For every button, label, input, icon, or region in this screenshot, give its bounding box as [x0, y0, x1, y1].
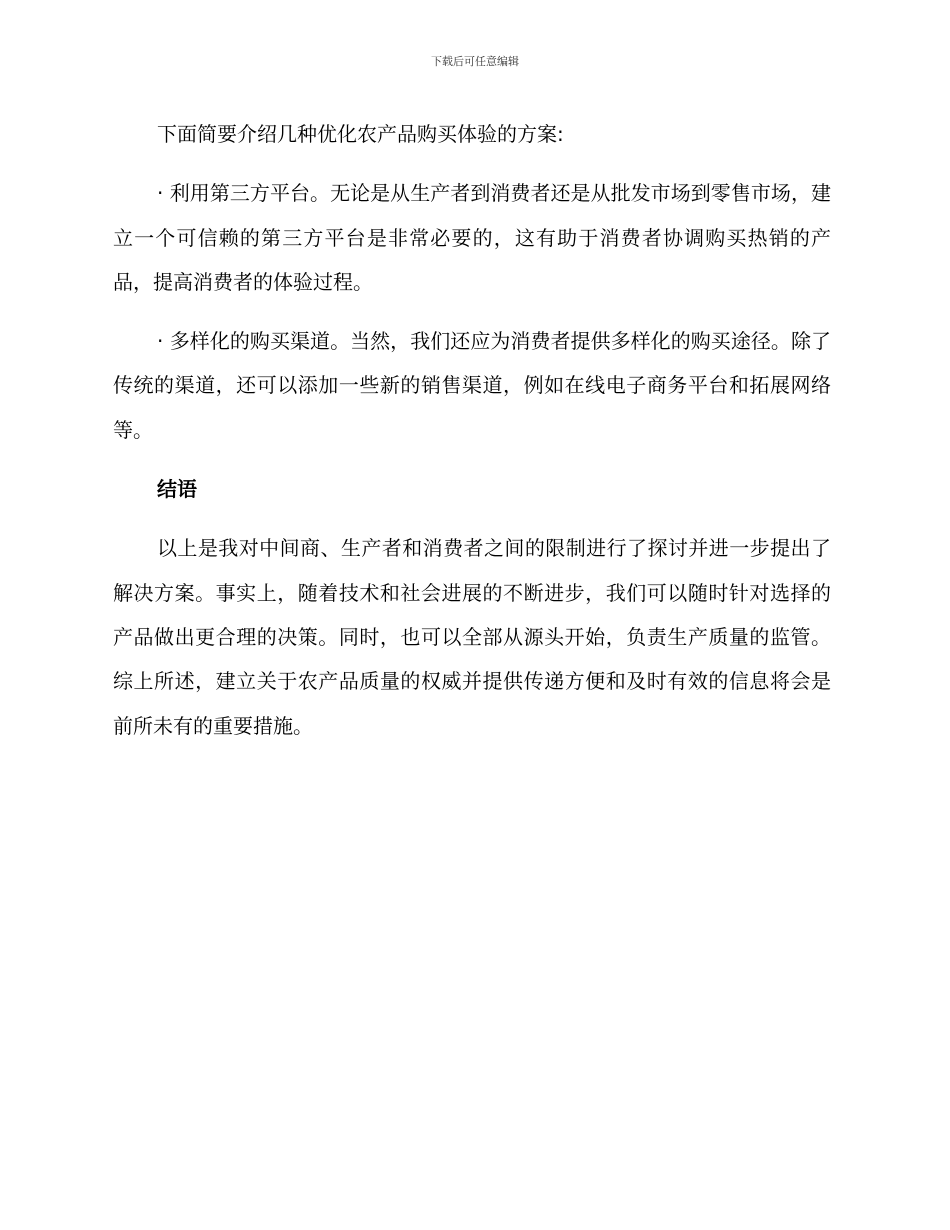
bullet-diverse-channels: · 多样化的购买渠道。当然，我们还应为消费者提供多样化的购买途径。除了传统的渠道，还可以添加一些新的销售渠道，例如在线电子商务平台和拓展网络等。	[113, 329, 831, 442]
intro-paragraph: 下面简要介绍几种优化农产品购买体验的方案:	[157, 122, 564, 146]
conclusion-heading: 结语	[157, 477, 197, 502]
document-body	[113, 112, 831, 763]
page-header: 下载后可任意编辑	[431, 55, 519, 68]
conclusion-paragraph: 以上是我对中间商、生产者和消费者之间的限制进行了探讨并进一步提出了解决方案。事实上，随着技术和社会进展的不断进步，我们可以随时针对选择的产品做出更合理的决策。同时，也可以全部从源头开始，负责生产质量的监管。综上所述，建立关于农产品质量的权威并提供传递方便和及时有效的信息将会是前所未有的重要措施。	[113, 536, 831, 738]
bullet-third-party-platform: · 利用第三方平台。无论是从生产者到消费者还是从批发市场到零售市场，建立一个可信赖的第三方平台是非常必要的，这有助于消费者协调购买热销的产品，提高消费者的体验过程。	[113, 181, 831, 294]
